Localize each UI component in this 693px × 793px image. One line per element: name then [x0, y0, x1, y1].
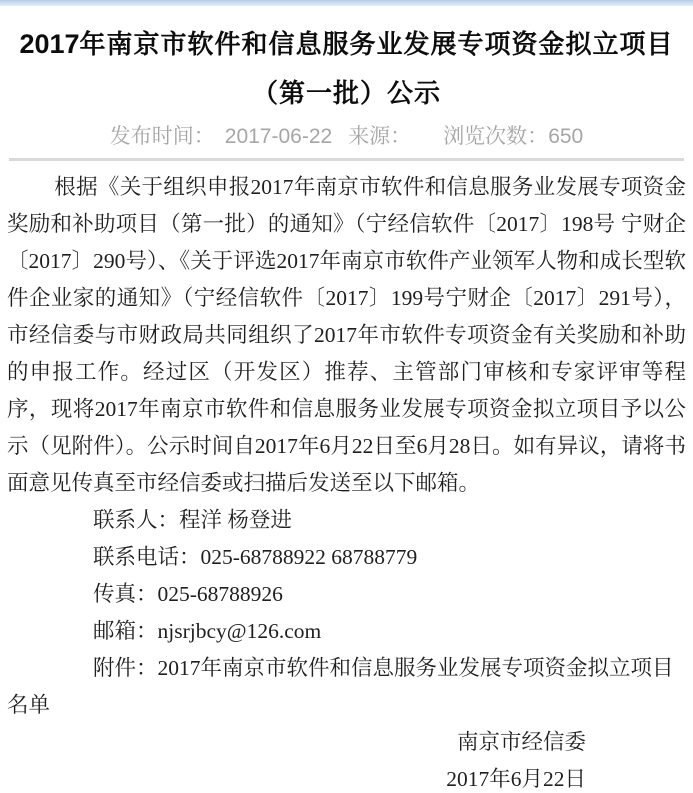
body-paragraph: 根据《关于组织申报2017年南京市软件和信息服务业发展专项资金奖励和补助项目（第一批）的通知》（宁经信软件〔2017〕198号 宁财企〔2017〕290号）、《关于评选2017年南京市软件产业领军人物和成长型软件企业家的通知》（宁经信软件〔2017〕199号宁财企〔2017〕291号），市经信委与市财政局共同组织了2017年市软件专项资金有关奖励和补助的申报工作。经过区（开发区）推荐、主管部门审核和专家评审等程序，现将2017年南京市软件和信息服务业发展专项资金拟立项目予以公示（见附件）。公示时间自2017年6月22日至6月28日。如有异议，请将书面意见传真至市经信委或扫描后发送至以下邮箱。 — [7, 175, 686, 495]
attachment-line: 附件：2017年南京市软件和信息服务业发展专项资金拟立项目名单 — [7, 656, 674, 717]
source-label: 来源： — [348, 125, 412, 148]
publish-time-value: 2017-06-22 — [224, 125, 333, 148]
fax-line: 传真：025-68788926 — [93, 582, 283, 606]
signature-date: 2017年6月22日 — [446, 767, 586, 791]
article-meta-bar — [0, 124, 693, 158]
title-year: 2017 — [19, 29, 80, 59]
publish-time-label: 发布时间： — [109, 125, 215, 148]
contact-phone-line: 联系电话：025-68788922 68788779 — [93, 545, 418, 569]
title-line1-text: 年南京市软件和信息服务业发展专项资金拟立项目 — [79, 30, 674, 59]
email-line: 邮箱：njsrjbcy@126.com — [93, 619, 322, 643]
views-value: 650 — [548, 125, 584, 148]
top-decorative-strip — [0, 0, 693, 6]
page-title-line2: （第一批）公示 — [251, 79, 441, 108]
contact-person-line: 联系人：程洋 杨登进 — [93, 508, 292, 532]
page-title-line1 — [16, 20, 677, 69]
meta-divider — [9, 158, 684, 161]
article-body — [0, 169, 693, 793]
page-title — [16, 20, 677, 118]
signature-org: 南京市经信委 — [456, 730, 586, 754]
views-label: 浏览次数： — [443, 125, 549, 148]
